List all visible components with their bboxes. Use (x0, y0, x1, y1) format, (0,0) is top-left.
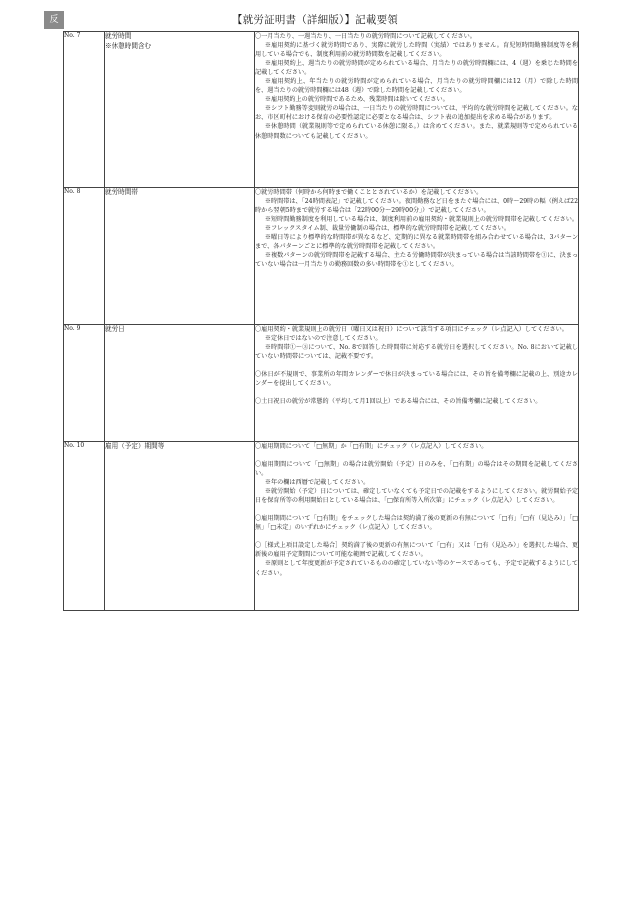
description-paragraph: ※複数パターンの就労時間帯を記載する場合、主たる労働時間帯が決まっている場合は当該時間帯を①に、決まっていない場合は一月当たりの勤務回数の多い時間帯を①としてください。 (255, 252, 578, 269)
description-paragraph: ※原則として年度更新が予定されているものの確定していない等のケースであっても、予定で記載するようにしてください。 (255, 560, 578, 577)
description-paragraph: ※時間帯①～③について、No. 8で回答した時間帯に対応する就労日を選択してください。No. 8において記載していない時間帯については、記載不要です。 (255, 344, 578, 361)
description-paragraph: ※フレックスタイム制、裁量労働制の場合は、標準的な就労時間帯を記載してください。 (264, 225, 510, 233)
description-paragraph: ※就労開始（予定）日については、確定していなくても予定日での記載をするようにしてください。就労開始予定日を保育所等の利用開始日としている場合は、「□保育所等入所次第」にチェック（レ点記入）してください。 (255, 488, 578, 505)
description-paragraph: 〇雇用契約・就業規則上の就労日（曜日又は祝日）について該当する項目にチェック（レ点記入）してください。 (255, 326, 568, 333)
table-row (64, 442, 579, 611)
row-description (255, 325, 579, 442)
description-paragraph: ※休憩時間（就業規則等で定められている休憩に限る。）は含めてください。また、就業規則等で定められている休憩時間数についても記載してください。 (255, 123, 578, 140)
item-label-line: 就労日 (105, 325, 125, 333)
description-paragraph: ※雇用契約に基づく就労時間であり、実際に就労した時間（実績）ではありません。育児短時間勤務制度等を利用している場合でも、制度利用前の就労時間数を記載してください。 (255, 42, 578, 59)
row-description (255, 188, 579, 325)
row-number: No. 10 (64, 442, 105, 611)
table-row (64, 188, 579, 325)
description-paragraph: 〇土日祝日の就労が常態的（平均して月1回以上）である場合には、その旨備考欄に記載してください。 (255, 398, 542, 406)
description-paragraph: ※曜日等により標準的な時間帯が異なるなど、定期的に異なる就業時間帯を組み合わせている場合は、3パターンまで、各パターンごとに標準的な就労時間帯を記載してください。 (255, 234, 578, 251)
item-label-line: 就労時間 (105, 32, 132, 40)
description-paragraph: ※年の欄は西暦で記載してください。 (264, 479, 370, 487)
item-label-line: ※休憩時間含む (105, 41, 152, 50)
item-label-line: 雇用（予定）期間等 (105, 442, 165, 450)
description-paragraph: 〇［様式上項目設定した場合］契約満了後の更新の有無について「□有」又は「□有（見込み）」を選択した場合、更新後の雇用予定期間について可能な範囲で記載してください。 (255, 542, 578, 559)
description-paragraph: 〇雇用期間について「□有期」をチェックした場合は契約満了後の更新の有無について「□有」「□有（見込み）」「□無」「□未定」のいずれかにチェック（レ点記入）してください。 (255, 515, 578, 532)
description-paragraph: ※シフト勤務等変則就労の場合は、一日当たりの就労時間については、平均的な就労時間を記載してください。なお、市区町村における保育の必要性認定に必要となる場合は、シフト表の追加提出を求める場合があります。 (255, 105, 578, 122)
description-paragraph: ※雇用契約上の就労時間であるため、残業時間は除いてください。 (264, 96, 449, 104)
description-paragraph: 〇雇用期間について「□無期」の場合は就労開始（予定）日のみを、「□有期」の場合はその期間を記載してください。 (255, 461, 578, 478)
row-item-label (105, 188, 255, 325)
description-paragraph: ※短時間勤務制度を利用している場合は、制度利用前の雇用契約・就業規則上の就労時間帯を記載してください。 (264, 216, 579, 224)
description-paragraph: 〇休日が不規則で、事業所の年間カレンダーで休日が決まっている場合には、その旨を備考欄に記載の上、別途カレンダーを提出してください。 (255, 371, 578, 388)
description-paragraph: 〇就労時間帯（何時から何時まで働くこととされているか）を記載してください。 (255, 189, 483, 196)
spec-table (63, 31, 579, 611)
table-row (64, 325, 579, 442)
row-description (255, 442, 579, 611)
row-item-label (105, 32, 255, 188)
row-number: No. 8 (64, 188, 105, 325)
description-paragraph: ※定休日ではないので注意してください。 (264, 335, 382, 343)
table-row (64, 32, 579, 188)
row-number: No. 9 (64, 325, 105, 442)
document-title: 【就労証明書（詳細版）】記載要領 (232, 14, 398, 26)
corner-tab: 反 (44, 11, 64, 29)
row-description (255, 32, 579, 188)
item-label-line: 就労時間帯 (105, 188, 138, 196)
row-item-label (105, 325, 255, 442)
row-item-label (105, 442, 255, 611)
description-paragraph: 〇雇用期間について「□無期」か「□有期」にチェック（レ点記入）してください。 (255, 443, 488, 450)
description-paragraph: ※雇用契約上、年当たりの就労時間が定められている場合、月当たりの就労時間欄には12（月）で除した時間を、週当たりの就労時間欄には48（週）で除した時間を記載してください。 (255, 78, 578, 95)
description-paragraph: ※雇用契約上、週当たりの就労時間が定められている場合、月当たりの就労時間欄には、4（週）を乗じた時間を記載してください。 (255, 60, 578, 77)
row-number: No. 7 (64, 32, 105, 188)
description-paragraph: 〇一月当たり、一週当たり、一日当たりの就労時間について記載してください。 (255, 33, 476, 40)
description-paragraph: ※時間帯は、「24時間表記」で記載してください。夜間勤務など日をまたぐ場合には、0時～29時の幅（例えば22時から翌朝5時まで就労する場合は「22時00分～29時00分」）で記載してください。 (255, 198, 578, 215)
